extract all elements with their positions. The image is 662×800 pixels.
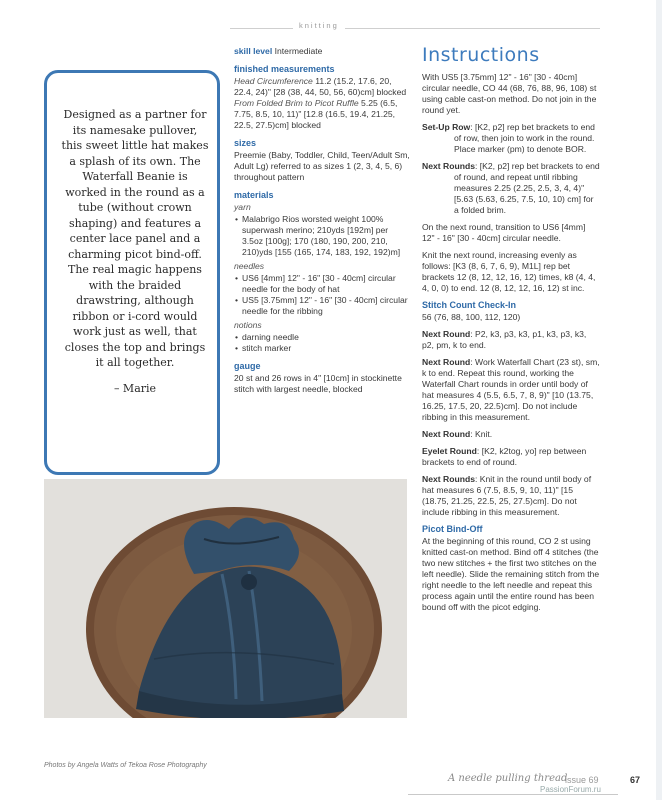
pattern-specs — [234, 46, 410, 395]
step-label: Set-Up Row — [422, 122, 471, 132]
stitch-count-text: 56 (76, 88, 100, 112, 120) — [422, 312, 521, 322]
transition-text: On the next round, transition to US6 [4mm] 12" - 16" [30 - 40cm] circular needle. — [422, 222, 586, 243]
step-label: Next Rounds — [422, 161, 475, 171]
brim-label: From Folded Brim to Picot Ruffle — [234, 98, 359, 108]
notions-label: notions — [234, 320, 262, 330]
head-circ-value: 11.2 (15.2, 17.6, 20, 22.4, 24)" [28 (38, 44, 50, 56, 60)cm] blocked — [234, 76, 407, 97]
quote-author: – Marie — [113, 381, 157, 395]
section-label: knitting — [293, 21, 345, 30]
next-round-knit — [422, 429, 600, 440]
notions-list — [234, 332, 410, 354]
list-item: • US5 [3.75mm] 12" - 16" [30 - 40cm] circular needle for the ribbing — [242, 295, 410, 317]
needles-list — [234, 273, 410, 317]
setup-row — [422, 122, 600, 155]
stitch-count-heading: Stitch Count Check-In — [422, 300, 516, 310]
list-item: • Malabrigo Rios worsted weight 100% superwash merino; 210yds [192m] per 3.5oz [100g]; 170 (180, 190, 200, 210, 210)yds [155 (165, 174, 183, 192, 192)m] — [242, 214, 410, 258]
sizes-heading: sizes — [234, 138, 257, 148]
gauge-text: 20 st and 26 rows in 4" [10cm] in stockinette stitch with largest needle, blocked — [234, 373, 402, 394]
designer-quote — [61, 107, 209, 396]
finished-measurements-heading: finished measurements — [234, 64, 335, 74]
skill-level-value: Intermediate — [274, 46, 323, 56]
skill-level-label: skill level — [234, 46, 273, 56]
step-text: : Knit. — [470, 429, 493, 439]
picot-text: At the beginning of this round, CO 2 st using knitted cast-on method. Bind off 4 stitches (the two new stitches + the first two stitches on the left needle). Slide the remaining stitch from the right needle to the left needle and repeat this process again until the entire round has been bound off with the picot edging. — [422, 536, 600, 612]
step-label: Eyelet Round — [422, 446, 477, 456]
page-number: 67 — [630, 775, 641, 785]
brim-value: 5.25 (6.5, 7.75, 8.5, 10, 11)" [12.8 (16.5, 19.4, 21.25, 22.5, 27.5)cm] blocked — [234, 98, 398, 130]
step-text: : Work Waterfall Chart (23 st), sm, k to end. Repeat this round, working the Waterfall Chart rounds in order until body of hat measures 4 (5.5, 6.5, 7, 8, 9)" [10 (13.75, 16.25, 17.5, 20, 22.5)cm]. Do not include ribbing in this measurement. — [422, 357, 600, 422]
header-rule — [230, 28, 600, 29]
intro-text: With US5 [3.75mm] 12" - 16" [30 - 40cm] circular needle, CO 44 (68, 76, 88, 96, 108) st using cable cast-on method. Do not join in the round yet. — [422, 72, 597, 115]
magazine-name: A needle pulling thread — [448, 773, 568, 784]
yarn-label: yarn — [234, 202, 251, 212]
watermark: PassionForum.ru — [540, 785, 601, 794]
step-text: : P2, k3, p3, k3, p1, k3, p3, k3, p2, pm, k to end. — [422, 329, 587, 350]
page-edge — [656, 0, 662, 800]
step-text: : [K2, p2] rep bet brackets to end of row, then join to work in the round. Place marker (pm) to denote BOR. — [454, 122, 595, 154]
step-text: : Knit in the round until body of hat measures 6 (7.5, 8.5, 9, 10, 11)" [15 (18.75, 21.25, 22.5, 25, 27.5)cm]. Do not include ribbing in this measurement. — [422, 474, 592, 517]
photo-credit: Photos by Angela Watts of Tekoa Rose Photography — [44, 762, 207, 769]
step-label: Next Rounds — [422, 474, 475, 484]
step-label: Next Round — [422, 357, 471, 367]
quote-text: Designed as a partner for its namesake pullover, this sweet little hat makes a splash of its own. The Waterfall Beanie is worked in the round as a tube (without crown shaping) and features a center lace panel and a charming picot bind-off. The real magic happens with the braided drawstring, although ribbon or i-cord would work just as well, that closes the top and brings it all together. — [61, 108, 209, 369]
list-item: • stitch marker — [242, 343, 410, 354]
issue-number: issue 69 — [565, 775, 599, 785]
next-round-pattern — [422, 329, 600, 351]
yarn-list — [234, 214, 410, 258]
picot-heading: Picot Bind-Off — [422, 524, 483, 534]
instructions-column — [422, 44, 600, 619]
eyelet-round — [422, 446, 600, 468]
increase-text: Knit the next round, increasing evenly as follows: [K3 (8, 6, 7, 6, 9), M1L] rep bet brackets 12 (8, 12, 12, 16, 12) times, k8 (4, 4, 4, 0, 0) to end. 12 (8, 12, 12, 16, 12) st inc. — [422, 250, 596, 293]
instructions-title: Instructions — [422, 44, 540, 66]
next-rounds-ribbing — [422, 161, 600, 216]
sizes-text: Preemie (Baby, Toddler, Child, Teen/Adult Sm, Adult Lg) referred to as sizes 1 (2, 3, 4, 5, 6) throughout pattern — [234, 150, 410, 182]
beanie-illustration — [44, 479, 407, 718]
needles-label: needles — [234, 261, 265, 271]
next-round-chart — [422, 357, 600, 423]
footer-rule — [408, 794, 618, 795]
designer-quote-box — [44, 70, 220, 475]
step-label: Next Round — [422, 429, 471, 439]
list-item: • darning needle — [242, 332, 410, 343]
list-item: • US6 [4mm] 12" - 16" [30 - 40cm] circular needle for the body of hat — [242, 273, 410, 295]
materials-heading: materials — [234, 190, 274, 200]
head-circ-label: Head Circumference — [234, 76, 313, 86]
next-rounds-body — [422, 474, 600, 518]
step-text: : [K2, k2tog, yo] rep between brackets to end of round. — [422, 446, 587, 467]
step-label: Next Round — [422, 329, 471, 339]
step-text: : [K2, p2] rep bet brackets to end of round, and repeat until ribbing measures 2.25 (2.25, 2.5, 3, 4, 4)" [5.63 (5.63, 6.25, 7.5, 10, 10) cm] for a folded brim. — [454, 161, 600, 215]
gauge-heading: gauge — [234, 361, 261, 371]
hat-photo — [44, 479, 407, 718]
